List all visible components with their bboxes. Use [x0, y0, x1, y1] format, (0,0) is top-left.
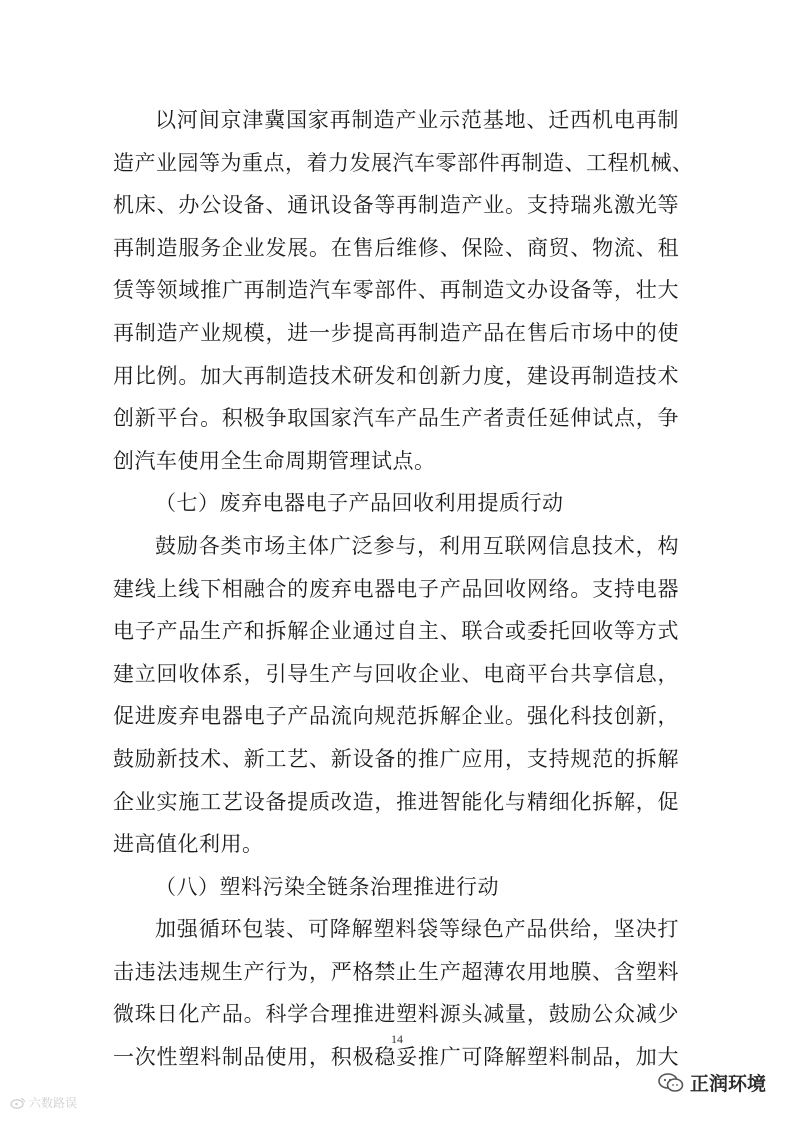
page-number: 14	[391, 1032, 403, 1046]
text-line: 造产业园等为重点，着力发展汽车零部件再制造、工程机械、	[113, 150, 694, 175]
text-line: 再制造产业规模，进一步提高再制造产品在售后市场中的使	[113, 320, 679, 345]
text-line: 建线上线下相融合的废弃电器电子产品回收网络。支持电器	[113, 576, 679, 601]
section-heading: （八）塑料污染全链条治理推进行动	[155, 874, 499, 899]
weibo-icon	[10, 1097, 26, 1109]
text-line: 电子产品生产和拆解企业通过自主、联合或委托回收等方式	[113, 619, 679, 644]
text-line: 用比例。加大再制造技术研发和创新力度，建设再制造技术	[113, 363, 679, 388]
text-line: 创新平台。积极争取国家汽车产品生产者责任延伸试点，争	[113, 406, 679, 431]
text-line: 一次性塑料制品使用，积极稳妥推广可降解塑料制品，加大	[113, 1045, 679, 1070]
text-line: 建立回收体系，引导生产与回收企业、电商平台共享信息，	[113, 661, 679, 686]
text-line: 微珠日化产品。科学合理推进塑料源头减量，鼓励公众减少	[113, 1002, 679, 1027]
text-line: 加强循环包装、可降解塑料袋等绿色产品供给，坚决打	[155, 917, 679, 942]
text-line: 机床、办公设备、通讯设备等再制造产业。支持瑞兆激光等	[113, 193, 679, 218]
weibo-watermark-text: 六数路误	[29, 1096, 78, 1110]
text-line: 鼓励新技术、新工艺、新设备的推广应用，支持规范的拆解	[113, 746, 679, 771]
document-body	[113, 99, 694, 1079]
text-line: 鼓励各类市场主体广泛参与，利用互联网信息技术，构	[155, 533, 679, 558]
text-line: 创汽车使用全生命周期管理试点。	[113, 448, 436, 473]
wechat-watermark	[658, 1069, 766, 1096]
text-line: 以河间京津冀国家再制造产业示范基地、迁西机电再制	[155, 108, 679, 132]
text-line: 进高值化利用。	[113, 832, 264, 857]
section-heading: （七）废弃电器电子产品回收利用提质行动	[155, 491, 564, 516]
wechat-account-name: 正润环境	[689, 1073, 766, 1095]
text-line: 击违法违规生产行为，严格禁止生产超薄农用地膜、含塑料	[113, 959, 679, 984]
weibo-watermark	[10, 1094, 77, 1111]
text-line: 再制造服务企业发展。在售后维修、保险、商贸、物流、租	[113, 235, 679, 260]
wechat-icon	[658, 1073, 684, 1093]
text-line: 促进废弃电器电子产品流向规范拆解企业。强化科技创新，	[113, 704, 679, 729]
text-line: 赁等领域推广再制造汽车零部件、再制造文办设备等，壮大	[113, 278, 679, 303]
text-line: 企业实施工艺设备提质改造，推进智能化与精细化拆解，促	[113, 789, 679, 814]
